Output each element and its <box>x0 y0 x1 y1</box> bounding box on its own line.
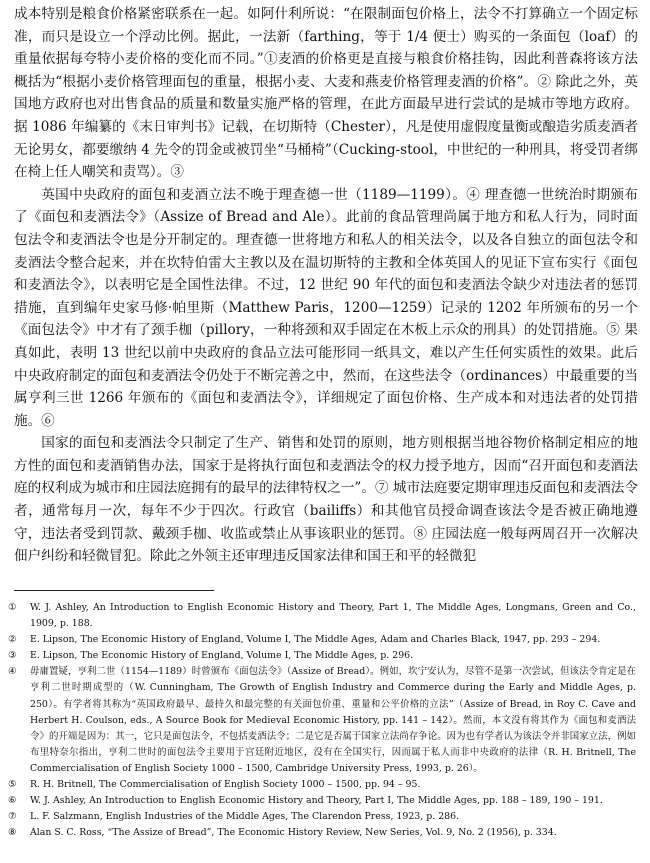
footnote-text: E. Lipson, The Economic History of England, Volume I, The Middle Ages, Adam and Charles Black, 1947, pp. 293 – 294. <box>30 634 601 646</box>
footnote-3 <box>8 648 636 664</box>
footnote-number: ⑥ <box>8 795 17 807</box>
footnote-text: W. J. Ashley, An Introduction to English Economic History and Theory, Part I, The Middle Ages, pp. 188 – 189, 190 – 191. <box>30 795 603 807</box>
footnote-number: ⑤ <box>8 779 17 791</box>
paragraph-3: 国家的面包和麦酒法令只制定了生产、销售和处罚的原则，地方则根据当地谷物价格制定相应的地方性的面包和麦酒销售办法，国家于是将执行面包和麦酒法令的权力授予地方，因而“召开面包和麦酒法庭的权利成为城市和庄园法庭拥有的最早的法律特权之一”。⑦ 城市法庭要定期审理违反面包和麦酒法令者，通常每月一次，每年不少于四次。行政官（bailiffs）和其他官员授命调查该法令是否被正确地遵守，违法者受到罚款、戴颈手枷、收监或禁止从事该职业的惩罚。⑧ 庄园法庭一般每两周召开一次解决佃户纠纷和轻微冒犯。除此之外领主还审理违反国家法律和国王和平的轻微犯 <box>14 435 638 565</box>
footnote-6 <box>8 793 636 809</box>
paragraph-2: 英国中央政府的面包和麦酒立法不晚于理查德一世（1189—1199）。④ 理查德一世统治时期颁布了《面包和麦酒法令》（Assize of Bread and Ale）。此前的食品管理尚属于地方和私人行为，同时面包法令和麦酒法令也是分开制定的。理查德一世将地方和私人的相关法令，以及各自独立的面包法令和麦酒法令整合起来，并在坎特伯雷大主教以及在温切斯特的主教和全体英国人的见证下宣布实行《面包和麦酒法令》，以表明它是全国性法律。不过，12 世纪 90 年代的面包和麦酒法令缺少对违法者的惩罚措施，直到编年史家马修·帕里斯（Matthew Paris，1200—1259）记录的 1202 年所颁布的另一个《面包法令》中才有了颈手枷（pillory，一种将颈和双手固定在木板上示众的刑具）的处罚措施。⑤ 果真如此，表明 13 世纪以前中央政府的食品立法可能形同一纸具文，难以产生任何实质性的效果。此后中央政府制定的面包和麦酒法令仍处于不断完善之中，然而，在这些法令（ordinances）中最重要的当属亨利三世 1266 年颁布的《面包和麦酒法令》，详细规定了面包价格、生产成本和对违法者的处罚措施。⑥ <box>14 186 638 429</box>
footnote-1 <box>8 600 636 632</box>
footnote-divider <box>14 590 214 591</box>
footnote-number: ① <box>8 602 17 613</box>
footnote-number: ⑦ <box>8 811 17 823</box>
footnote-5 <box>8 777 636 793</box>
footnote-text: Alan S. C. Ross, “The Assize of Bread”, The Economic History Review, New Series, Vol. 9, No. 2 (1956), p. 334. <box>30 827 557 839</box>
footnote-text: R. H. Britnell, The Commercialisation of English Society 1000 – 1500, pp. 94 – 95. <box>30 779 421 791</box>
footnote-number: ④ <box>8 666 17 678</box>
footnotes <box>8 600 636 841</box>
footnote-text: 毋庸置疑，亨利二世（1154—1189）时曾颁布《面包法令》（Assize of Bread）。例如，坎宁安认为，尽管不是第一次尝试，但该法令肯定是在亨利二世时期成型的（W. Cunningham, The Growth of English Industry and Commerce during the Early and Middle Ages, p. 250）。有学者将其称为“英国政府最早、最持久和最完整的有关面包价重、重量和公平价格的立法”（Assize of Bread, in Roy C. Cave and Herbert H. Coulson, eds., A Source Book for Medieval Economic History, pp. 141 – 142）。然而，本文没有将其作为《面包和麦酒法令》的开端是因为：其一，它只是面包法令，不包括麦酒法令；二是它是否属于国家立法尚存争论。因为也有学者认为该法令并非国家立法，例如布里特奈尔指出，亨利二世时的面包法令主要用于宫廷附近地区，没有在全国实行，因而属于私人而非中央政府的法律（R. H. Britnell, The Commercialisation of English Society 1000 – 1500, Cambridge University Press, 1993, p. 26）。 <box>30 666 636 774</box>
paragraph-1: 成本特别是粮食价格紧密联系在一起。如阿什利所说：“在限制面包价格上，法令不打算确立一个固定标准，而只是设立一个浮动比例。据此，一法新（farthing，等于 1/4 便士）购买的一条面包（loaf）的重量依据每夸特小麦价格的变化而不同。”①麦酒的价格更是直接与粮食价格挂钩，因此利普森将该方法概括为“根据小麦价格管理面包的重量，根据小麦、大麦和燕麦价格管理麦酒的价格”。② 除此之外，英国地方政府也对出售食品的质量和数量实施严格的管理，在此方面最早进行尝试的是城市等地方政府。据 1086 年编纂的《末日审判书》记载，在切斯特（Chester），凡是使用虚假度量衡或酿造劣质麦酒者无论男女，都要缴纳 4 先令的罚金或被罚坐“马桶椅”（Cucking-stool，中世纪的一种刑具，将受罚者绑在椅上任人嘲笑和责骂）。③ <box>14 6 638 181</box>
footnote-text: L. F. Salzmann, English Industries of the Middle Ages, The Clarendon Press, 1923, p. 286. <box>30 811 460 823</box>
main-text <box>14 3 638 568</box>
footnote-2 <box>8 632 636 648</box>
footnote-4 <box>8 664 636 777</box>
footnote-text: E. Lipson, The Economic History of England, Volume I, The Middle Ages, p. 296. <box>30 650 414 662</box>
footnote-number: ⑧ <box>8 827 17 839</box>
footnote-8 <box>8 825 636 841</box>
footnote-text: W. J. Ashley, An Introduction to English Economic History and Theory, Part 1, The Middle Ages, Longmans, Green and Co., 1909, p. 188. <box>30 602 636 630</box>
footnote-7 <box>8 809 636 825</box>
footnote-number: ③ <box>8 650 17 662</box>
footnote-number: ② <box>8 634 17 646</box>
